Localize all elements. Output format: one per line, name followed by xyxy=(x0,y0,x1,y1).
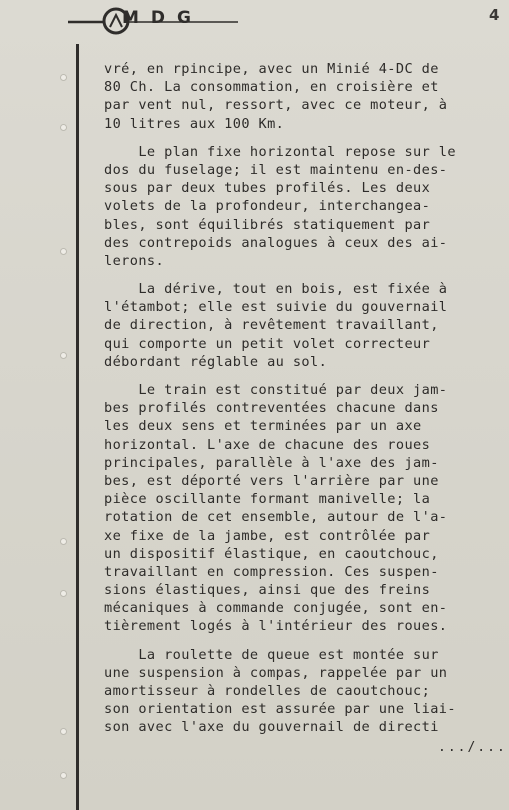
text-line: sous par deux tubes profilés. Les deux xyxy=(104,180,431,197)
binder-hole xyxy=(60,74,67,81)
text-line: par vent nul, ressort, avec ce moteur, à xyxy=(104,97,448,114)
binder-hole xyxy=(60,248,67,255)
text-line: bles, sont équilibrés statiquement par xyxy=(104,216,431,233)
continuation-mark: .../... xyxy=(438,740,507,755)
binder-hole xyxy=(60,352,67,359)
text-line: mécaniques à commande conjugée, sont en- xyxy=(104,600,448,617)
paragraph xyxy=(104,280,509,371)
text-line: horizontal. L'axe de chacune des roues xyxy=(104,436,431,453)
text-line: de direction, à revêtement travaillant, xyxy=(104,317,439,334)
text-line: pièce oscillante formant manivelle; la xyxy=(104,491,431,508)
text-line: amortisseur à rondelles de caoutchouc; xyxy=(104,683,431,699)
mdg-logo xyxy=(68,6,240,36)
paragraph xyxy=(104,60,509,133)
text-line: La dérive, tout en bois, est fixée à xyxy=(104,281,448,298)
binder-hole xyxy=(60,590,67,597)
margin-rule xyxy=(76,44,79,810)
text-line: travaillant en compression. Ces suspen- xyxy=(104,563,439,580)
text-line: des contrepoids analogues à ceux des ai- xyxy=(104,234,448,251)
paragraph xyxy=(104,646,509,737)
text-line: vré, en rpincipe, avec un Minié 4-DC de xyxy=(104,61,439,77)
text-line: les deux sens et terminées par un axe xyxy=(104,418,422,435)
text-line: un dispositif élastique, en caoutchouc, xyxy=(104,545,439,562)
text-line: tièrement logés à l'intérieur des roues. xyxy=(104,618,448,635)
paragraph-gap xyxy=(104,133,509,143)
page-number: 4 xyxy=(489,6,500,24)
text-line: qui comporte un petit volet correcteur xyxy=(104,335,431,352)
text-line: 80 Ch. La consommation, en croisière et xyxy=(104,79,439,96)
text-line: principales, parallèle à l'axe des jam- xyxy=(104,454,439,471)
text-line: Le train est constitué par deux jam- xyxy=(104,382,448,398)
text-line: 10 litres aux 100 Km. xyxy=(104,115,285,132)
text-line: dos du fuselage; il est maintenu en-des- xyxy=(104,161,448,178)
text-line: volets de la profondeur, interchangea- xyxy=(104,198,431,215)
text-line: Le plan fixe horizontal repose sur le xyxy=(104,143,456,160)
text-line: sions élastiques, ainsi que des freins xyxy=(104,582,431,599)
text-line: bes, est déporté vers l'arrière par une xyxy=(104,472,439,489)
text-line: son orientation est assurée par une liai- xyxy=(104,701,456,718)
document-body xyxy=(104,60,509,737)
text-line: xe fixe de la jambe, est contrôlée par xyxy=(104,527,431,544)
binder-hole xyxy=(60,772,67,779)
paragraph-gap xyxy=(104,371,509,381)
text-line: lerons. xyxy=(104,252,165,269)
logo-text: MDG xyxy=(122,8,203,28)
text-line: son avec l'axe du gouvernail de directi xyxy=(104,719,439,736)
binder-hole xyxy=(60,124,67,131)
text-line: rotation de cet ensemble, autour de l'a- xyxy=(104,509,448,526)
text-line: débordant réglable au sol. xyxy=(104,353,328,370)
text-line: bes profilés contreventées chacune dans xyxy=(104,400,439,417)
text-line: l'étambot; elle est suivie du gouvernail xyxy=(104,299,448,316)
binder-hole xyxy=(60,538,67,545)
binder-hole xyxy=(60,728,67,735)
paragraph xyxy=(104,143,509,270)
paragraph xyxy=(104,381,509,636)
paragraph-gap xyxy=(104,270,509,280)
text-line: La roulette de queue est montée sur xyxy=(104,646,439,663)
text-line: une suspension à compas, rappelée par un xyxy=(104,664,448,681)
paragraph-gap xyxy=(104,636,509,646)
